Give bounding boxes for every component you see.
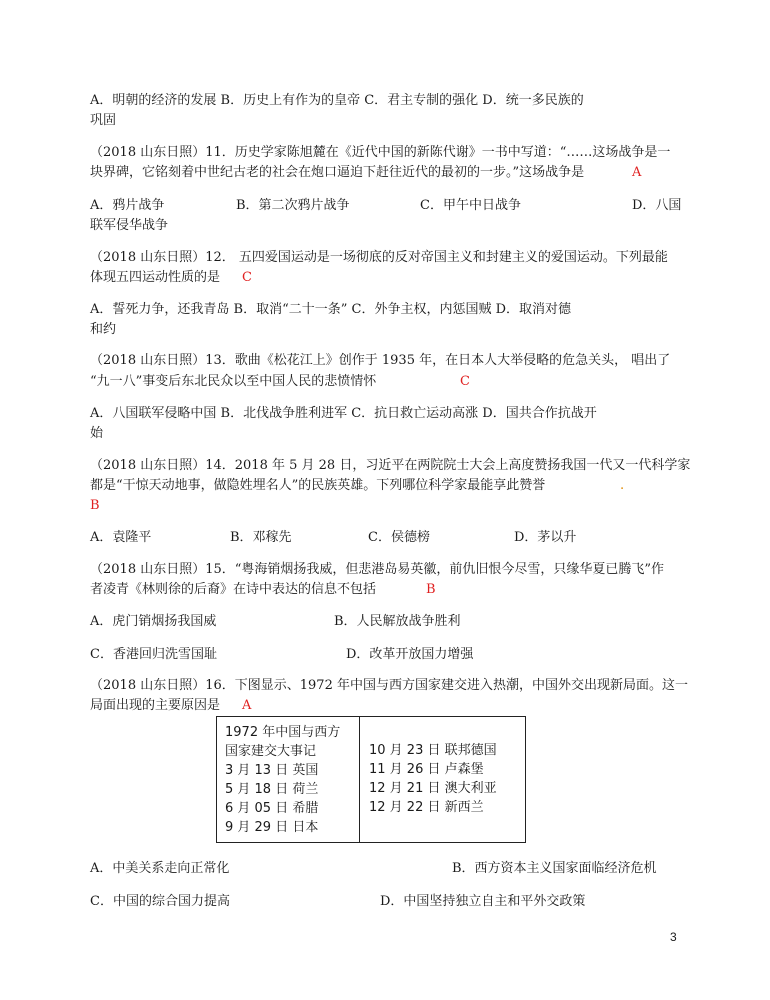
q14-option-a: A．袁隆平 xyxy=(90,530,152,545)
q14-option-c: C．侯德榜 xyxy=(368,530,430,545)
q12-stem-2: 体现五四运动性质的是 xyxy=(90,270,221,285)
table-row-right: 10 月 23 日 联邦德国 xyxy=(369,743,497,758)
q16-option-d: D．中国坚持独立自主和平外交政策 xyxy=(380,894,586,909)
q14-stem-2: 都是“干惊天动地事，做隐姓埋名人”的民族英雄。下列哪位科学家最能享此赞誉 xyxy=(90,478,546,493)
q12-answer: C xyxy=(242,270,252,285)
q11-option-d: D．八国 xyxy=(632,198,682,213)
q15-option-b: B．人民解放战争胜利 xyxy=(334,614,461,629)
q11-option-b: B．第二次鸦片战争 xyxy=(236,198,350,213)
q13-stem-2: “九一八”事变后东北民众以至中国人民的悲愤情怀 xyxy=(90,374,377,389)
q14-dot: . xyxy=(620,478,625,493)
q16-answer: A xyxy=(242,698,252,713)
q12-options-line: A．誓死力争，还我青岛 B．取消“二十一条” C．外争主权，内惩国贼 D．取消对德 xyxy=(90,302,572,317)
q15-option-d: D．改革开放国力增强 xyxy=(346,647,474,662)
table-row-left: 5 月 18 日 荷兰 xyxy=(225,782,319,797)
q13-answer: C xyxy=(460,374,470,389)
q16-option-a: A．中美关系走向正常化 xyxy=(90,861,230,876)
q11-stem-1: （2018 山东日照）11．历史学家陈旭麓在《近代中国的新陈代谢》一书中写道：“……这场战争是一 xyxy=(90,145,671,160)
q14-answer: B xyxy=(90,498,100,513)
q13-stem-1: （2018 山东日照）13．歌曲《松花江上》创作于 1935 年，在日本人大举侵略的危急关头， 唱出了 xyxy=(90,353,671,368)
q14-option-b: B．邓稼先 xyxy=(230,530,292,545)
q10-options-line: A．明朝的经济的发展 B．历史上有作为的皇帝 C．君主专制的强化 D．统一多民族的 xyxy=(90,93,584,108)
q10-options-cont: 巩固 xyxy=(90,113,117,128)
q11-stem-2: 块界碑，它铭刻着中世纪古老的社会在炮口逼迫下赶往近代的最初的一步。”这场战争是 xyxy=(90,165,585,180)
table-title-line-2: 国家建交大事记 xyxy=(225,744,317,759)
q15-stem-2: 者凌青《林则徐的后裔》在诗中表达的信息不包括 xyxy=(90,582,377,597)
q13-options-line: A．八国联军侵略中国 B．北伐战争胜利进军 C．抗日救亡运动高涨 D．国共合作抗战开 xyxy=(90,406,597,421)
q15-option-a: A．虎门销烟扬我国威 xyxy=(90,614,217,629)
q14-stem-1: （2018 山东日照）14．2018 年 5 月 28 日，习近平在两院院士大会上高度赞扬我国一代又一代科学家 xyxy=(90,458,691,473)
table-row-left: 3 月 13 日 英国 xyxy=(225,763,319,778)
diplomacy-table xyxy=(216,716,526,843)
q11-answer: A xyxy=(632,165,642,180)
q11-option-c: C．甲午中日战争 xyxy=(420,198,521,213)
q15-option-c: C．香港回归洗雪国耻 xyxy=(90,647,217,662)
q16-stem-1: （2018 山东日照）16．下图显示、1972 年中国与西方国家建交进入热潮，中国外交出现新局面。这一 xyxy=(90,678,688,693)
q16-option-c: C．中国的综合国力提高 xyxy=(90,894,230,909)
q15-answer: B xyxy=(426,582,436,597)
q12-stem-1: （2018 山东日照）12． 五四爱国运动是一场彻底的反对帝国主义和封建主义的爱国运动。下列最能 xyxy=(90,250,668,265)
q16-option-b: B．西方资本主义国家面临经济危机 xyxy=(452,861,657,876)
q16-stem-2: 局面出现的主要原因是 xyxy=(90,698,221,713)
table-row-left: 9 月 29 日 日本 xyxy=(225,820,319,835)
table-row-right: 11 月 26 日 卢森堡 xyxy=(369,762,484,777)
table-row-left: 6 月 05 日 希腊 xyxy=(225,801,319,816)
q13-options-cont: 始 xyxy=(90,426,104,441)
q14-option-d: D．茅以升 xyxy=(514,530,577,545)
table-title-line-1: 1972 年中国与西方 xyxy=(225,725,341,740)
q11-option-a: A．鸦片战争 xyxy=(90,198,165,213)
q12-options-cont: 和约 xyxy=(90,322,117,337)
table-row-right: 12 月 22 日 新西兰 xyxy=(369,800,484,815)
q15-stem-1: （2018 山东日照）15．“粤海销烟扬我威，但悲港岛易英徽，前仇旧恨今尽雪，只缘华夏已腾飞”作 xyxy=(90,562,665,577)
table-divider xyxy=(359,717,360,842)
table-row-right: 12 月 21 日 澳大利亚 xyxy=(369,781,497,796)
q11-option-cont: 联军侵华战争 xyxy=(90,218,169,233)
page-number: 3 xyxy=(670,930,677,944)
